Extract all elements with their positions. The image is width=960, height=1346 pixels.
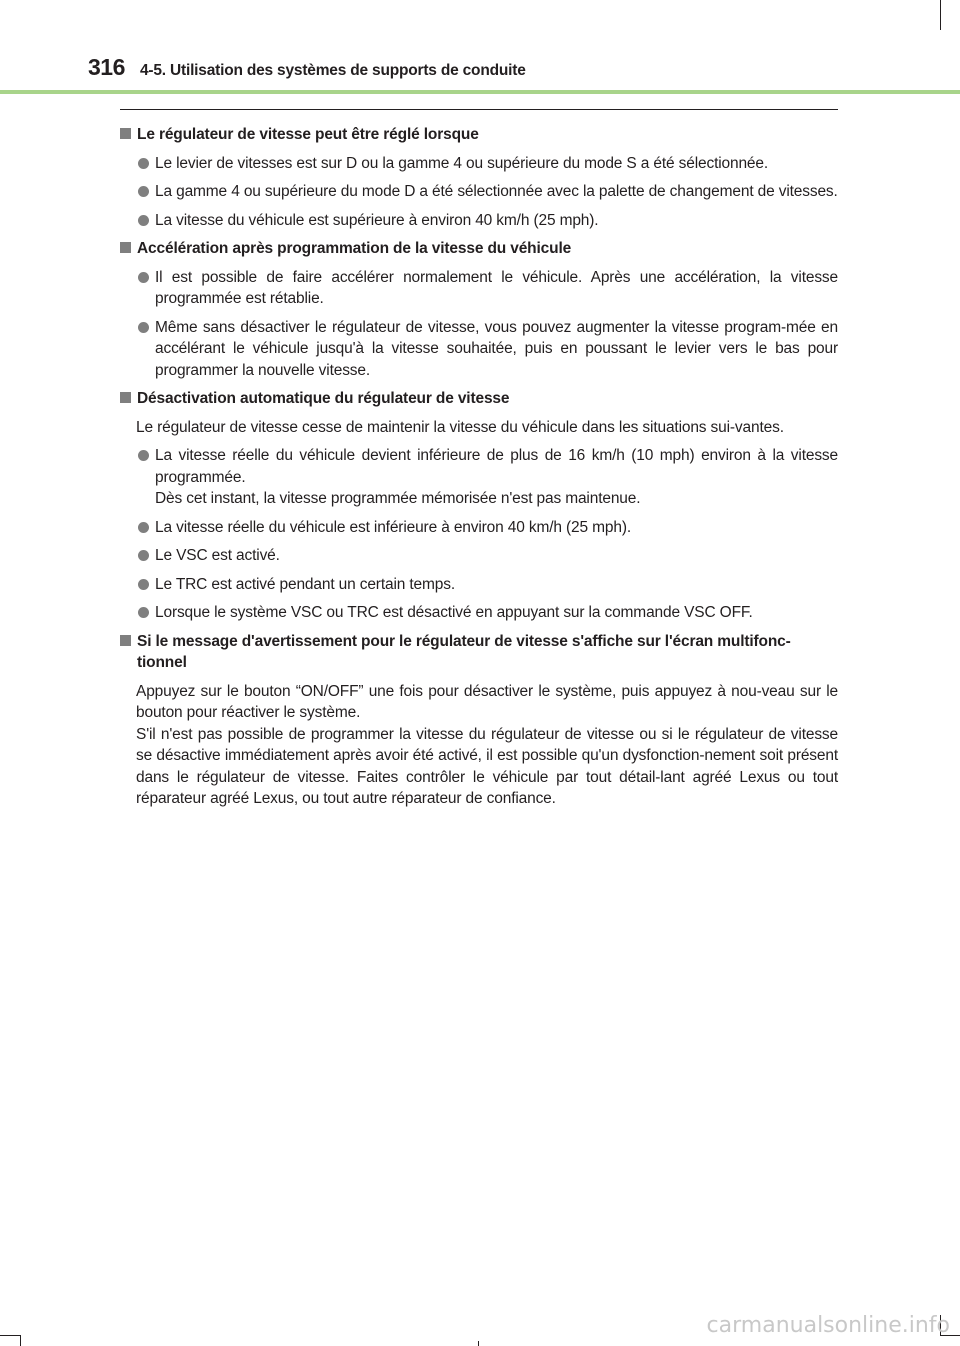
round-bullet-icon [138,215,149,226]
list-item-text: Il est possible de faire accélérer normalement le véhicule. Après une accélération, la vitesse programmée est rétablie. [155,268,838,307]
list-item [116,574,838,596]
list-item-text: Lorsque le système VSC ou TRC est désactivé en appuyant sur la commande VSC OFF. [155,604,753,621]
section [116,124,838,231]
page-number: 316 [88,54,125,80]
round-bullet-icon [138,322,149,333]
section-heading-text: Accélération après programmation de la vitesse du véhicule [137,240,572,257]
list-item [116,602,838,624]
body-paragraph: Appuyez sur le bouton “ON/OFF” une fois pour désactiver le système, puis appuyez à nou-veau sur le bouton pour réactiver le système. [136,682,838,721]
header-divider [0,90,960,94]
section [116,388,838,624]
crop-mark [20,1335,21,1346]
list-item [116,517,838,539]
body-paragraph: S'il n'est pas possible de programmer la vitesse du régulateur de vitesse ou si le régulateur de vitesse se désactive immédiatement après avoir été activé, il est possible qu'un dysfonction-nement soit présent dans le régulateur de vitesse. Faites contrôler le véhicule par tout détail-lant agréé Lexus ou tout réparateur agréé Lexus, ou tout autre réparateur de confiance. [136,725,838,807]
list-item-text: Le TRC est activé pendant un certain temps. [155,575,455,593]
section-heading [116,238,838,260]
section-heading [116,124,838,146]
section-heading [116,388,838,410]
round-bullet-icon [138,186,149,197]
square-bullet-icon [120,128,131,139]
crop-mark [478,1341,479,1346]
list-item-text: La vitesse réelle du véhicule est inférieure à environ 40 km/h (25 mph). [155,518,631,536]
section-heading-text: Si le message d'avertissement pour le régulateur de vitesse s'affiche sur l'écran multifonc-tionnel [137,632,791,671]
round-bullet-icon [138,450,149,461]
round-bullet-icon [138,272,149,283]
content-divider [120,109,838,110]
list-item [116,210,838,232]
list-item [116,545,838,567]
round-bullet-icon [138,550,149,561]
section-intro: Le régulateur de vitesse cesse de maintenir la vitesse du véhicule dans les situations sui-vantes. [136,418,784,436]
list-item [116,181,838,203]
list-item-text: Le levier de vitesses est sur D ou la gamme 4 ou supérieure du mode S a été sélectionnée. [155,154,769,172]
crop-mark [0,1335,20,1336]
round-bullet-icon [138,158,149,169]
section [116,631,838,810]
list-item [116,317,838,382]
round-bullet-icon [138,579,149,590]
round-bullet-icon [138,522,149,533]
round-bullet-icon [138,607,149,618]
chapter-title: 4-5. Utilisation des systèmes de supports de conduite [140,62,526,79]
list-item [116,153,838,175]
watermark: carmanualsonline.info [706,1313,950,1338]
square-bullet-icon [120,242,131,253]
page-content [116,124,838,810]
section-heading-text: Le régulateur de vitesse peut être réglé lorsque [137,126,479,143]
list-item [116,445,838,510]
list-item-text: La vitesse du véhicule est supérieure à environ 40 km/h (25 mph). [155,211,599,229]
section [116,238,838,381]
list-item-text: La gamme 4 ou supérieure du mode D a été sélectionnée avec la palette de changement de vitesses. [155,183,838,200]
section-heading [116,631,838,674]
list-item [116,267,838,310]
list-item-text: La vitesse réelle du véhicule devient inférieure de plus de 16 km/h (10 mph) environ à la vitesse programmée. [155,447,838,486]
list-item-text: Même sans désactiver le régulateur de vitesse, vous pouvez augmenter la vitesse program-mée en accélérant le véhicule jusqu'à la vitesse souhaitée, puis en poussant le levier vers le bas pour programmer la nouvelle vitesse. [155,318,838,379]
square-bullet-icon [120,635,131,646]
section-heading-text: Désactivation automatique du régulateur de vitesse [137,390,510,407]
square-bullet-icon [120,392,131,403]
list-item-text: Dès cet instant, la vitesse programmée mémorisée n'est pas maintenue. [155,490,641,507]
page-header [0,0,960,96]
list-item-text: Le VSC est activé. [155,547,280,564]
crop-mark [940,0,941,30]
